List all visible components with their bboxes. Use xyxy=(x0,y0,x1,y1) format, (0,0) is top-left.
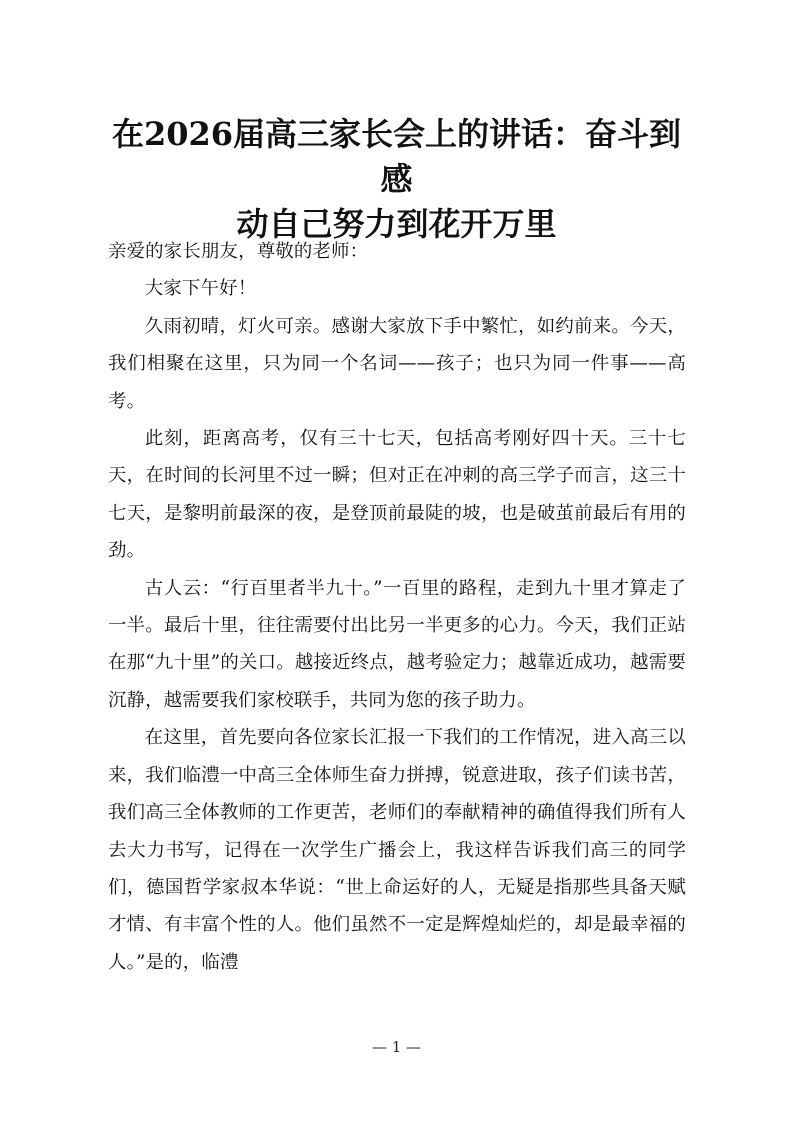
title-line-2: 动自己努力到花开万里 xyxy=(236,205,557,243)
document-body xyxy=(108,233,686,981)
page-number: — 1 — xyxy=(371,1038,422,1056)
paragraph-countdown: 此刻，距离高考，仅有三十七天，包括高考刚好四十天。三十七天，在时间的长河里不过一瞬；但对正在冲刺的高三学子而言，这三十七天，是黎明前最深的夜，是登顶前最陡的坡，也是破茧前最后有用的劲。 xyxy=(108,428,686,562)
paragraph-greeting: 大家下午好！ xyxy=(144,278,257,300)
salutation: 亲爱的家长朋友，尊敬的老师： xyxy=(108,241,369,262)
paragraph-work-report: 在这里，首先要向各位家长汇报一下我们的工作情况，进入高三以来，我们临澧一中高三全体师生奋力拼搏，锐意进取，孩子们读书苦，我们高三全体教师的工作更苦，老师们的奉献精神的确值得我们所有人去大力书写，记得在一次学生广播会上，我这样告诉我们高三的同学们，德国哲学家叔本华说：“世上命运好的人，无疑是指那些具备天赋才情、有丰富个性的人。他们虽然不一定是辉煌灿烂的，却是最幸福的人。”是的，临澧 xyxy=(108,727,686,973)
title-line-1: 在2026届高三家长会上的讲话：奋斗到感 xyxy=(111,115,682,198)
document-title xyxy=(100,112,693,247)
paragraph-welcome: 久雨初晴，灯火可亲。感谢大家放下手中繁忙，如约前来。今天，我们相聚在这里，只为同一个名词——孩子；也只为同一件事——高考。 xyxy=(108,315,686,412)
paragraph-proverb: 古人云：“行百里者半九十。”一百里的路程，走到九十里才算走了一半。最后十里，往往需要付出比另一半更多的心力。今天，我们正站在那“九十里”的关口。越接近终点，越考验定力；越靠近成功，越需要沉静，越需要我们家校联手，共同为您的孩子助力。 xyxy=(108,577,686,711)
